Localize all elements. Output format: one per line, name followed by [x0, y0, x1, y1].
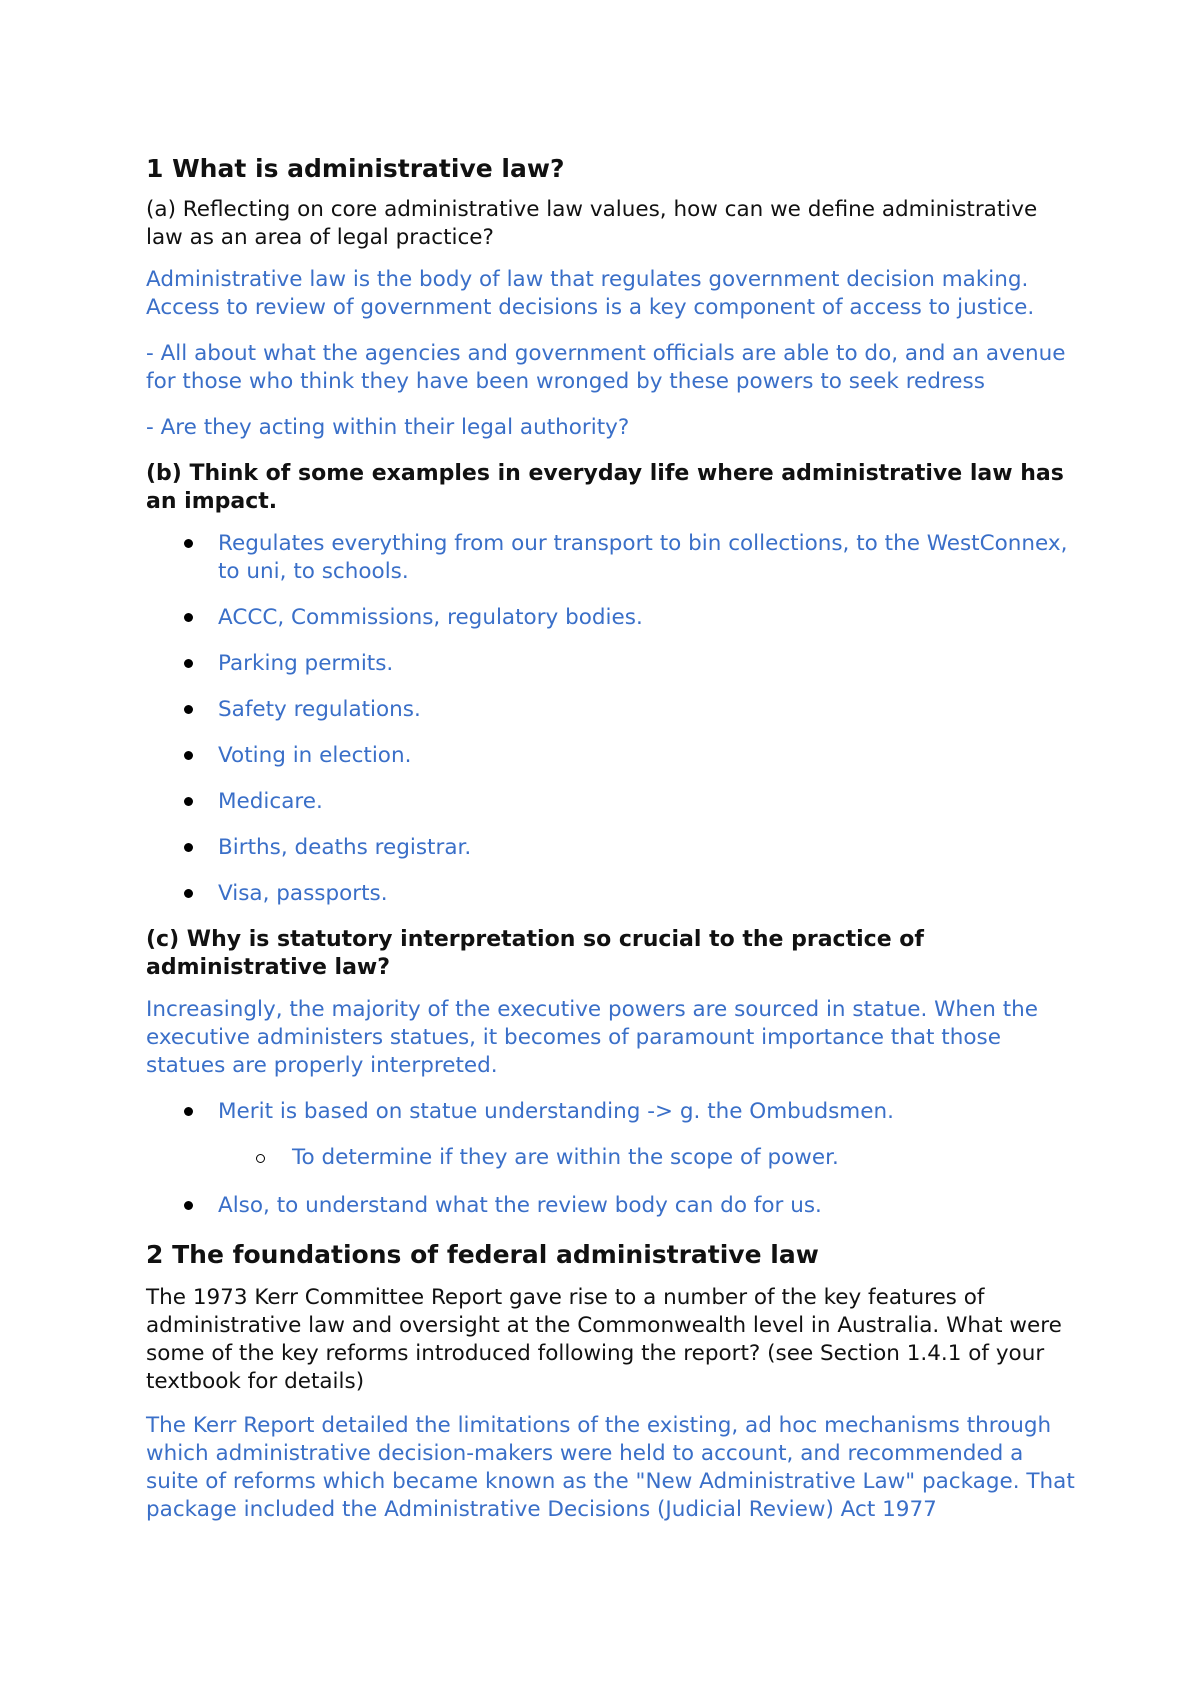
list-item [146, 604, 1076, 632]
examples-list [146, 530, 1076, 908]
list-item [146, 530, 1076, 586]
bullet-icon [184, 659, 193, 668]
list-item-text: Births, deaths registrar. [218, 835, 472, 860]
section-2-heading: 2 The foundations of federal administrative law [146, 1240, 819, 1269]
bullet-icon [184, 613, 193, 622]
question-b: (b) Think of some examples in everyday life where administrative law has an impact. [146, 461, 1064, 514]
list-item [146, 1192, 1076, 1220]
bullet-icon [184, 705, 193, 714]
sub-list-item-text: To determine if they are within the scope of power. [292, 1145, 839, 1170]
section-2-question: The 1973 Kerr Committee Report gave rise to a number of the key features of administrative law and oversight at the Commonwealth level in Australia. What were some of the key reforms introduced following the report? (see Section 1.4.1 of your textbook for details) [146, 1285, 1062, 1394]
answer-a-2: - All about what the agencies and government officials are able to do, and an avenue for those who think they have been wronged by these powers to seek redress [146, 341, 1066, 394]
bullet-icon [184, 889, 193, 898]
list-item [146, 650, 1076, 678]
list-item-text: Medicare. [218, 789, 323, 814]
bullet-icon [184, 539, 193, 548]
section-2-answer: The Kerr Report detailed the limitations of the existing, ad hoc mechanisms through which administrative decision-makers were held to account, and recommended a suite of reforms which became known as the "New Administrative Law" package. That package included the Administrative Decisions (Judicial Review) Act 1977 [146, 1413, 1075, 1522]
list-item-text: Parking permits. [218, 651, 394, 676]
hollow-bullet-icon [256, 1154, 265, 1163]
bullet-icon [184, 843, 193, 852]
sub-list-item [146, 1144, 1076, 1172]
list-item-text: Voting in election. [218, 743, 412, 768]
list-item [146, 742, 1076, 770]
list-item-text: Safety regulations. [218, 697, 421, 722]
list-item-text: Also, to understand what the review body can do for us. [218, 1193, 822, 1218]
bullet-icon [184, 1201, 193, 1210]
question-c: (c) Why is statutory interpretation so crucial to the practice of administrative law? [146, 927, 924, 980]
interpretation-list [146, 1098, 1076, 1126]
list-item [146, 880, 1076, 908]
list-item-text: Merit is based on statue understanding -> g. the Ombudsmen. [218, 1099, 894, 1124]
bullet-icon [184, 797, 193, 806]
interpretation-sublist [146, 1144, 1076, 1172]
list-item [146, 1098, 1076, 1126]
interpretation-list-continued [146, 1192, 1076, 1220]
list-item [146, 788, 1076, 816]
section-1-heading: 1 What is administrative law? [146, 154, 565, 183]
bullet-icon [184, 1107, 193, 1116]
document-page [146, 152, 1076, 1542]
answer-c: Increasingly, the majority of the executive powers are sourced in statue. When the executive administers statues, it becomes of paramount importance that those statues are properly interpreted. [146, 997, 1039, 1078]
question-a: (a) Reflecting on core administrative law values, how can we define administrative law as an area of legal practice? [146, 197, 1038, 250]
list-item-text: ACCC, Commissions, regulatory bodies. [218, 605, 643, 630]
list-item [146, 696, 1076, 724]
list-item-text: Visa, passports. [218, 881, 388, 906]
bullet-icon [184, 751, 193, 760]
list-item-text: Regulates everything from our transport to bin collections, to the WestConnex, to uni, to schools. [218, 531, 1068, 584]
answer-a-3: - Are they acting within their legal authority? [146, 415, 630, 440]
list-item [146, 834, 1076, 862]
answer-a-1: Administrative law is the body of law that regulates government decision making. Access to review of government decisions is a key component of access to justice. [146, 267, 1035, 320]
